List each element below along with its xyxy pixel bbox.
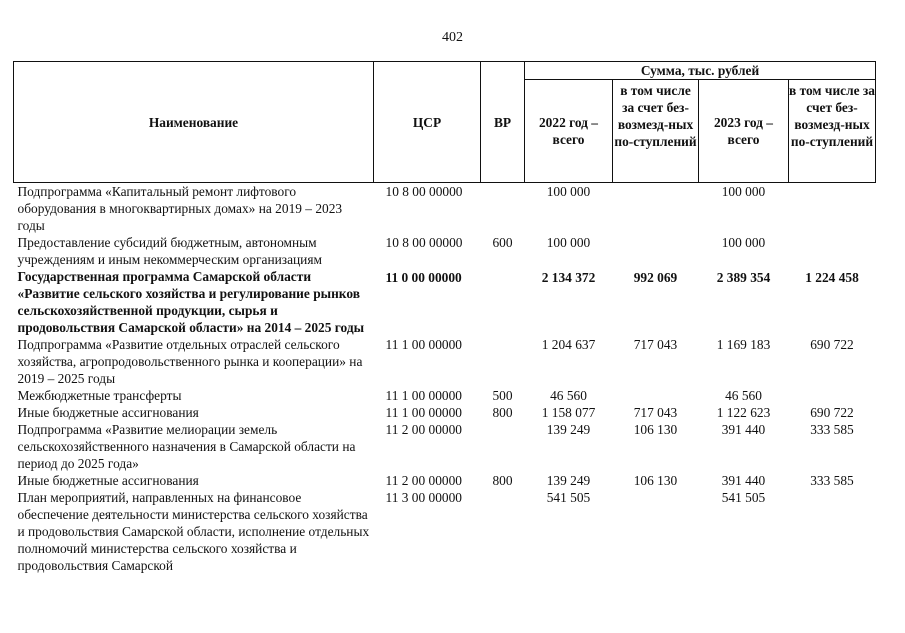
table-row [14,183,876,235]
row-name: План мероприятий, направленных на финансовое обеспечение деятельности министерства сельского хозяйства и продовольствия Самарской области, исполнение отдельных полномочий министерства сельского хозяйства и продовольствия Самарской [17,490,370,573]
table-row [14,404,876,421]
row-csr: 11 1 00 00000 [385,337,462,352]
row-vr [481,489,525,574]
row-2022-total: 541 505 [546,490,591,505]
row-name: Государственная программа Самарской области «Развитие сельского хозяйства и регулирование рынков сельскохозяйственной продукции, сырья и продовольствия Самарской области» на 2014 – 2025 годы [17,269,365,335]
row-vr [481,336,525,387]
row-vr: 800 [492,473,513,488]
row-2023-gratuitous: 690 722 [810,337,854,352]
row-2023-gratuitous [789,387,876,404]
row-vr [481,183,525,235]
header-sum-title: Сумма, тыс. рублей [525,62,876,80]
row-2023-gratuitous: 333 585 [810,473,854,488]
row-name: Иные бюджетные ассигнования [17,405,199,420]
row-vr: 800 [492,405,513,420]
row-csr: 11 3 00 00000 [385,490,462,505]
row-vr: 600 [492,235,513,250]
row-csr: 11 1 00 00000 [385,405,462,420]
row-name: Предоставление субсидий бюджетным, автономным учреждениям и иным некоммерческим организациям [17,235,322,267]
header-vr: ВР [481,62,525,183]
row-2022-gratuitous [613,234,699,268]
header-csr: ЦСР [374,62,481,183]
row-vr [481,268,525,336]
row-2023-total: 2 389 354 [716,270,771,285]
row-name: Иные бюджетные ассигнования [17,473,199,488]
table-header [14,62,876,183]
table-row [14,336,876,387]
row-2022-total: 100 000 [546,235,591,250]
table-row [14,234,876,268]
header-2023-gratuitous: в том числе за счет без-возмезд-ных по-ступлений [789,80,876,183]
row-csr: 11 0 00 00000 [385,270,462,285]
row-2023-total: 46 560 [725,388,762,403]
row-2022-gratuitous: 106 130 [633,422,678,437]
row-2022-gratuitous [613,183,699,235]
row-vr [481,421,525,472]
row-2023-gratuitous: 1 224 458 [805,270,859,285]
row-2023-total: 100 000 [721,184,766,199]
budget-table [13,61,876,574]
row-2022-total: 46 560 [550,388,587,403]
row-2022-gratuitous [613,489,699,574]
row-2023-gratuitous [789,234,876,268]
row-2023-gratuitous [789,489,876,574]
row-2023-gratuitous: 690 722 [810,405,854,420]
row-csr: 11 2 00 00000 [385,422,462,437]
row-2023-total: 1 169 183 [716,337,771,352]
page-number: 402 [442,30,463,45]
table-row [14,387,876,404]
header-2023-total: 2023 год – всего [699,80,789,183]
row-2022-total: 1 158 077 [541,405,596,420]
row-2022-gratuitous: 717 043 [633,337,678,352]
row-2023-total: 391 440 [721,422,766,437]
row-name: Подпрограмма «Развитие отдельных отраслей сельского хозяйства, агропродовольственного рынка и кооперации» на 2019 – 2025 годы [17,337,363,386]
table-row [14,268,876,336]
row-2023-total: 1 122 623 [716,405,771,420]
row-name: Подпрограмма «Капитальный ремонт лифтового оборудования в многоквартирных домах» на 2019 – 2023 годы [17,184,343,233]
header-name: Наименование [14,62,374,183]
row-csr: 10 8 00 00000 [385,235,463,250]
row-2022-total: 2 134 372 [541,270,596,285]
row-2022-total: 1 204 637 [541,337,596,352]
row-2022-gratuitous: 106 130 [633,473,678,488]
row-2022-gratuitous [613,387,699,404]
row-name: Межбюджетные трансферты [17,388,182,403]
table-row [14,421,876,472]
table-row [14,472,876,489]
row-2023-total: 541 505 [721,490,766,505]
row-name: Подпрограмма «Развитие мелиорации земель сельскохозяйственного назначения в Самарской области на период до 2025 года» [17,422,356,471]
row-2022-total: 139 249 [546,422,591,437]
row-2023-gratuitous: 333 585 [810,422,854,437]
row-2023-gratuitous [789,183,876,235]
row-csr: 10 8 00 00000 [385,184,463,199]
row-csr: 11 1 00 00000 [385,388,462,403]
row-csr: 11 2 00 00000 [385,473,462,488]
row-vr: 500 [492,388,513,403]
row-2022-gratuitous: 717 043 [633,405,678,420]
table-row [14,489,876,574]
header-2022-gratuitous: в том числе за счет без-возмезд-ных по-ступлений [613,80,699,183]
row-2022-total: 139 249 [546,473,591,488]
row-2022-gratuitous: 992 069 [633,270,678,285]
header-2022-total: 2022 год – всего [525,80,613,183]
table-body [14,183,876,575]
row-2022-total: 100 000 [546,184,591,199]
row-2023-total: 391 440 [721,473,766,488]
row-2023-total: 100 000 [721,235,766,250]
